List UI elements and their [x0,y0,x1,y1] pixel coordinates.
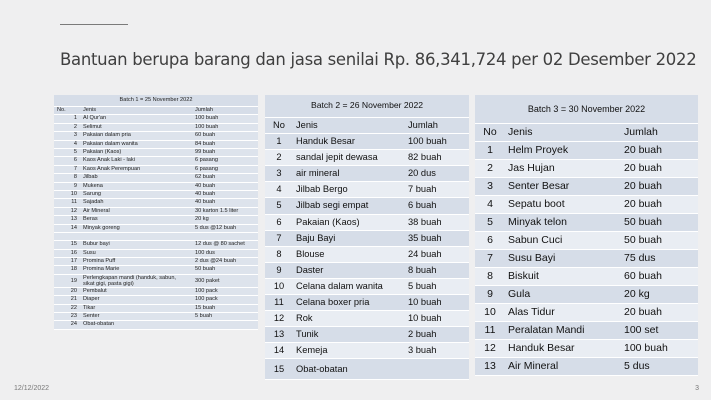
cell-jumlah: 40 buah [192,182,258,190]
cell-jumlah: 8 buah [405,262,469,278]
table-row [265,311,469,327]
cell-jumlah: 5 dus [621,358,698,376]
table-row [265,214,469,230]
cell-jenis: Air Mineral [505,358,621,376]
cell-no: 13 [265,327,293,343]
batch1-table [54,95,258,330]
cell-no: 14 [265,343,293,359]
cell-jenis: Susu Bayi [505,250,621,268]
cell-jenis: Blouse [293,246,405,262]
cell-no: 12 [54,207,80,215]
cell-jumlah: 50 buah [621,232,698,250]
cell-no: 10 [475,304,505,322]
table-row [475,142,698,160]
cell-jumlah: 3 buah [405,343,469,359]
cell-no: 3 [265,166,293,182]
cell-jenis: Jilbab Bergo [293,182,405,198]
cell-no: 8 [475,268,505,286]
table-row [475,196,698,214]
cell-jenis: Mukena [80,182,192,190]
table-row [265,278,469,294]
cell-jenis [80,233,192,241]
batch2-table [265,95,469,380]
cell-no: 12 [265,311,293,327]
cell-jenis: Air Mineral [80,207,192,215]
table-row [54,241,258,249]
cell-jenis: Al Qur'an [80,115,192,123]
cell-jenis: Sepatu boot [505,196,621,214]
page-title: Bantuan berupa barang dan jasa senilai Rp. 86,341,724 per 02 Desember 2022 [60,50,697,69]
cell-no: 21 [54,296,80,304]
cell-no: 13 [475,358,505,376]
cell-jumlah: 12 dus @ 80 sachet [192,241,258,249]
table-row [54,249,258,257]
cell-jumlah: 20 kg [621,286,698,304]
cell-no: 5 [265,198,293,214]
col-jumlah: Jumlah [405,118,469,134]
cell-no: 6 [54,157,80,165]
cell-jenis: Kaos Anak Perempuan [80,165,192,173]
cell-jumlah: 10 buah [405,311,469,327]
cell-no: 17 [54,257,80,265]
table-row [54,257,258,265]
cell-jumlah: 100 pack [192,296,258,304]
cell-jumlah: 5 dus @12 buah [192,224,258,232]
cell-jumlah: 62 buah [192,174,258,182]
cell-no: 1 [54,115,80,123]
cell-no: 4 [54,140,80,148]
table-header-row [54,95,258,107]
table-row [54,233,258,241]
cell-jumlah: 40 buah [192,199,258,207]
table-row [475,322,698,340]
cell-jenis: Obat-obatan [80,321,192,329]
cell-jenis: Sarung [80,191,192,199]
cell-jenis: Celana boxer pria [293,295,405,311]
table-row [54,149,258,157]
table-row [265,230,469,246]
table-row [265,150,469,166]
table-row [54,199,258,207]
cell-jumlah: 20 dus [405,166,469,182]
table-row [54,132,258,140]
table-row [265,198,469,214]
cell-jenis: Tunik [293,327,405,343]
cell-jenis: Senter Besar [505,178,621,196]
cell-no: 22 [54,304,80,312]
cell-no: 24 [54,321,80,329]
cell-no: 1 [475,142,505,160]
cell-no: 10 [54,191,80,199]
cell-jumlah [405,359,469,380]
table-row [54,191,258,199]
table-header-row [475,95,698,124]
table-row [265,327,469,343]
cell-no: 5 [54,149,80,157]
table-row [475,268,698,286]
cell-no: 1 [265,134,293,150]
title-accent-line [60,24,128,25]
col-no: No [475,124,505,142]
cell-jenis: Alas Tidur [505,304,621,322]
cell-jenis: Pakaian (Kaos) [293,214,405,230]
cell-jenis: Handuk Besar [293,134,405,150]
cell-jumlah: 50 buah [621,214,698,232]
cell-jenis: Beras [80,216,192,224]
cell-no: 11 [54,199,80,207]
cell-jenis: Pakaian dalam wanita [80,140,192,148]
cell-jumlah [192,321,258,329]
cell-jenis: Kemeja [293,343,405,359]
cell-no: 2 [475,160,505,178]
table-row [54,115,258,123]
table-row [475,340,698,358]
table-row [54,274,258,287]
cell-no: 18 [54,266,80,274]
cell-jenis: Pakaian (Kaos) [80,149,192,157]
cell-jumlah: 20 buah [621,178,698,196]
cell-jumlah: 99 buah [192,149,258,157]
cell-jumlah: 20 buah [621,160,698,178]
cell-jenis: Celana dalam wanita [293,278,405,294]
cell-no: 14 [54,224,80,232]
cell-no: 19 [54,274,80,287]
column-header-row [265,118,469,134]
cell-jumlah: 100 set [621,322,698,340]
cell-jumlah: 10 buah [405,295,469,311]
cell-jumlah: 100 buah [192,115,258,123]
cell-no: 23 [54,312,80,320]
cell-jenis: Baju Bayi [293,230,405,246]
cell-jenis: Promina Marie [80,266,192,274]
batch2-header: Batch 2 = 26 November 2022 [265,95,469,118]
cell-no: 7 [54,165,80,173]
cell-jenis: sandal jepit dewasa [293,150,405,166]
cell-no: 20 [54,287,80,295]
cell-jumlah: 20 buah [621,304,698,322]
col-jenis: Jenis [293,118,405,134]
cell-jumlah: 60 buah [192,132,258,140]
col-jumlah: Jumlah [621,124,698,142]
table-row [265,246,469,262]
cell-no: 7 [475,250,505,268]
cell-jenis: Selimut [80,123,192,131]
cell-jenis: Pakaian dalam pria [80,132,192,140]
cell-jenis: Obat-obatan [293,359,405,380]
cell-no: 6 [265,214,293,230]
col-jenis: Jenis [505,124,621,142]
cell-jumlah: 20 kg [192,216,258,224]
table-row [265,262,469,278]
cell-jumlah: 84 buah [192,140,258,148]
cell-jenis: Minyak goreng [80,224,192,232]
cell-jenis: Pembalut [80,287,192,295]
table-row [265,134,469,150]
table-row [54,123,258,131]
cell-jenis: Jilbab segi empat [293,198,405,214]
cell-jenis: Sabun Cuci [505,232,621,250]
table-row [475,304,698,322]
cell-no: 9 [475,286,505,304]
table-row [265,166,469,182]
cell-no: 12 [475,340,505,358]
table-row [54,296,258,304]
cell-jumlah: 30 karton 1.5 liter [192,207,258,215]
cell-jumlah: 100 buah [621,340,698,358]
cell-jenis: Bubur bayi [80,241,192,249]
table-row [54,304,258,312]
cell-no: 5 [475,214,505,232]
cell-jumlah: 6 pasang [192,157,258,165]
cell-jumlah: 35 buah [405,230,469,246]
table-row [265,359,469,380]
table-row [475,286,698,304]
cell-no: 4 [475,196,505,214]
table-row [54,140,258,148]
cell-no: 9 [265,262,293,278]
cell-jumlah: 5 buah [192,312,258,320]
cell-jumlah: 300 paket [192,274,258,287]
cell-jenis: air mineral [293,166,405,182]
table-row [475,214,698,232]
cell-no: 3 [475,178,505,196]
table-header-row [265,95,469,118]
cell-jenis: Daster [293,262,405,278]
cell-jumlah: 75 dus [621,250,698,268]
batch3-table [475,95,698,376]
table-row [54,207,258,215]
cell-no: 2 [54,123,80,131]
cell-jumlah: 60 buah [621,268,698,286]
cell-jumlah: 100 buah [192,123,258,131]
table-row [54,287,258,295]
cell-jumlah [192,233,258,241]
cell-jumlah: 38 buah [405,214,469,230]
cell-jumlah: 40 buah [192,191,258,199]
batch3-header: Batch 3 = 30 November 2022 [475,95,698,124]
cell-jenis: Senter [80,312,192,320]
cell-no: 16 [54,249,80,257]
cell-no: 11 [265,295,293,311]
cell-jenis: Susu [80,249,192,257]
table-row [54,174,258,182]
table-row [54,182,258,190]
cell-jenis: Minyak telon [505,214,621,232]
cell-no: 10 [265,278,293,294]
cell-jumlah: 20 buah [621,142,698,160]
cell-jenis: Kaos Anak Laki - laki [80,157,192,165]
cell-no: 7 [265,230,293,246]
cell-jumlah: 2 buah [405,327,469,343]
cell-jumlah: 6 pasang [192,165,258,173]
cell-jumlah: 6 buah [405,198,469,214]
cell-no: 13 [54,216,80,224]
table-row [54,266,258,274]
cell-jumlah: 15 buah [192,304,258,312]
table-row [265,182,469,198]
cell-jenis: Diaper [80,296,192,304]
table-row [475,250,698,268]
cell-no: 15 [265,359,293,380]
cell-jenis: Rok [293,311,405,327]
cell-no: 9 [54,182,80,190]
cell-no: 8 [265,246,293,262]
table-row [475,232,698,250]
table-row [475,358,698,376]
col-jenis: Jenis [80,107,192,115]
col-no: No. [54,107,80,115]
cell-jumlah: 20 buah [621,196,698,214]
cell-no: 8 [54,174,80,182]
cell-jenis: Jilbab [80,174,192,182]
cell-no: 2 [265,150,293,166]
table-row [475,160,698,178]
cell-jumlah: 7 buah [405,182,469,198]
cell-jenis: Helm Proyek [505,142,621,160]
cell-jenis: Peralatan Mandi [505,322,621,340]
cell-jumlah: 5 buah [405,278,469,294]
column-header-row [475,124,698,142]
table-row [265,343,469,359]
cell-jenis: Jas Hujan [505,160,621,178]
page-number: 3 [695,385,699,392]
table-row [265,295,469,311]
col-no: No [265,118,293,134]
cell-no: 4 [265,182,293,198]
cell-jumlah: 2 dus @24 buah [192,257,258,265]
table-row [54,224,258,232]
cell-jumlah: 82 buah [405,150,469,166]
batch1-header: Batch 1 = 25 November 2022 [54,95,258,107]
cell-jenis: Perlengkapan mandi (handuk, sabun, sikat gigi, pasta gigi) [80,274,192,287]
cell-jenis: Handuk Besar [505,340,621,358]
cell-jumlah: 100 dus [192,249,258,257]
table-row [54,216,258,224]
table-row [475,178,698,196]
column-header-row [54,107,258,115]
table-row [54,165,258,173]
cell-jumlah: 100 buah [405,134,469,150]
cell-no: 11 [475,322,505,340]
cell-no: 3 [54,132,80,140]
cell-jenis: Biskuit [505,268,621,286]
col-jumlah: Jumlah [192,107,258,115]
cell-jenis: Promina Puff [80,257,192,265]
cell-jenis: Sajadah [80,199,192,207]
cell-jenis: Gula [505,286,621,304]
cell-no: 6 [475,232,505,250]
cell-jumlah: 100 pack [192,287,258,295]
cell-jumlah: 24 buah [405,246,469,262]
cell-no: 15 [54,241,80,249]
table-row [54,321,258,329]
table-row [54,312,258,320]
footer-date: 12/12/2022 [14,385,50,392]
cell-jumlah: 50 buah [192,266,258,274]
cell-jenis: Tikar [80,304,192,312]
cell-no [54,233,80,241]
table-row [54,157,258,165]
